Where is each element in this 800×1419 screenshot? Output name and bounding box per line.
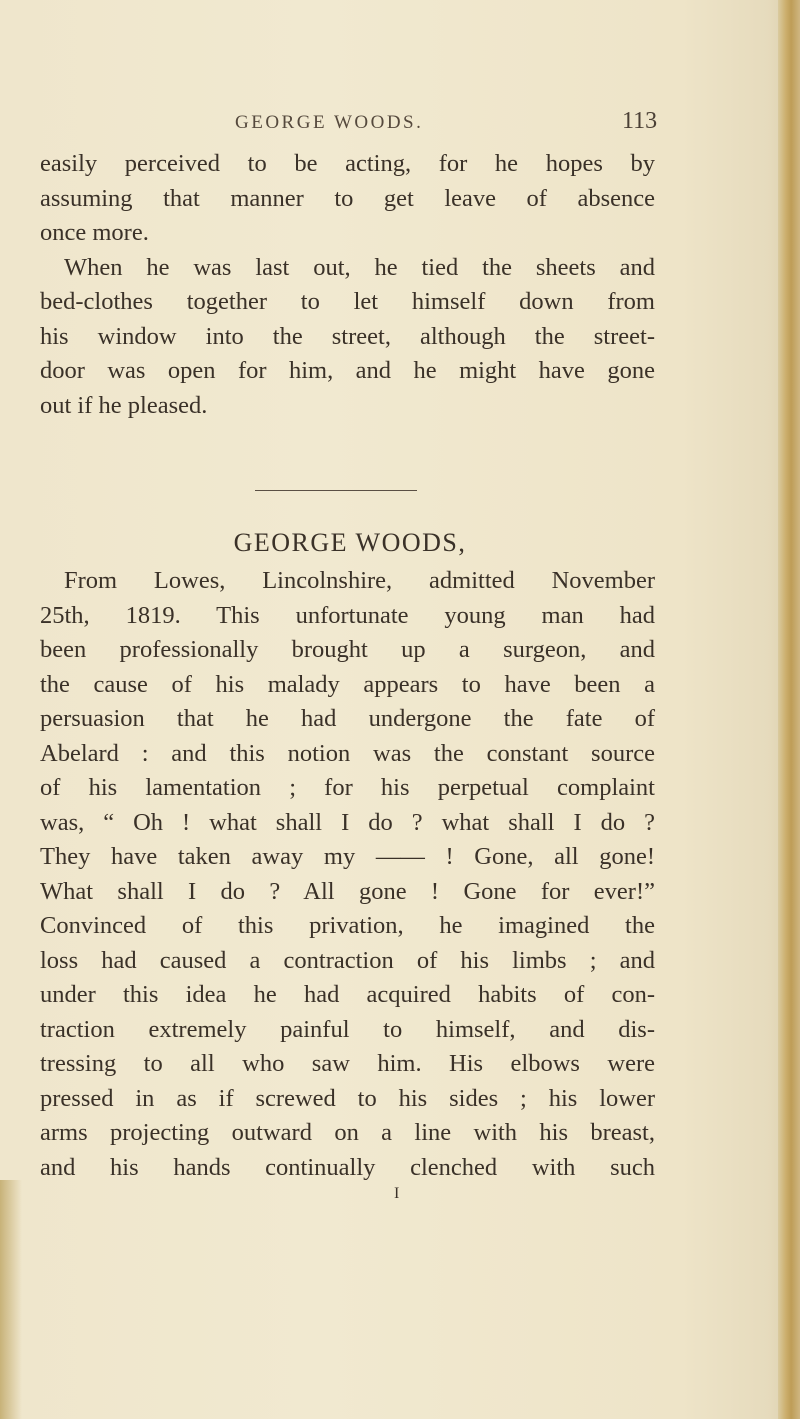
text-line: Abelard : and this notion was the constant source	[40, 739, 655, 767]
text-line: From Lowes, Lincolnshire, admitted November	[64, 567, 655, 594]
text-line: the cause of his malady appears to have been a	[40, 670, 655, 698]
text-line: traction extremely painful to himself, and dis-	[40, 1015, 655, 1043]
page-shadow	[0, 1180, 22, 1419]
text-line: door was open for him, and he might have gone	[40, 357, 655, 384]
text-line: once more.	[40, 219, 149, 246]
running-title: GEORGE WOODS.	[235, 112, 424, 133]
text-line: pressed in as if screwed to his sides ; his lower	[40, 1084, 655, 1112]
section-divider	[255, 490, 417, 491]
text-line: What shall I do ? All gone ! Gone for ever!”	[40, 877, 655, 905]
text-line: assuming that manner to get leave of absence	[40, 184, 655, 212]
text-line: was, “ Oh ! what shall I do ? what shall I do ?	[40, 808, 655, 836]
text-line: persuasion that he had undergone the fate of	[40, 705, 655, 732]
page-number: 113	[622, 108, 658, 134]
text-line: When he was last out, he tied the sheets and	[64, 253, 655, 281]
section-title: GEORGE WOODS,	[233, 528, 467, 557]
text-line: bed-clothes together to let himself down from	[40, 288, 655, 315]
text-line: and his hands continually clenched with such	[40, 1153, 655, 1181]
text-line: They have taken away my —— ! Gone, all gone!	[40, 843, 655, 870]
text-line: been professionally brought up a surgeon, and	[40, 636, 655, 663]
text-line: easily perceived to be acting, for he hopes by	[40, 150, 655, 177]
page-edge	[778, 0, 800, 1419]
text-line: his window into the street, although the street-	[40, 322, 655, 350]
text-line: of his lamentation ; for his perpetual complaint	[40, 774, 655, 801]
text-line: out if he pleased.	[40, 391, 208, 419]
text-line: arms projecting outward on a line with his breast,	[40, 1119, 655, 1146]
running-head	[0, 108, 800, 142]
paragraph-block-1	[40, 147, 655, 423]
text-line: 25th, 1819. This unfortunate young man had	[40, 601, 655, 629]
text-line: Convinced of this privation, he imagined the	[40, 912, 655, 939]
signature-mark: I	[394, 1185, 400, 1202]
text-line: tressing to all who saw him. His elbows were	[40, 1050, 655, 1077]
paragraph-block-2	[40, 564, 655, 1185]
text-line: under this idea he had acquired habits of con-	[40, 981, 655, 1008]
text-line: loss had caused a contraction of his limbs ; and	[40, 946, 655, 974]
